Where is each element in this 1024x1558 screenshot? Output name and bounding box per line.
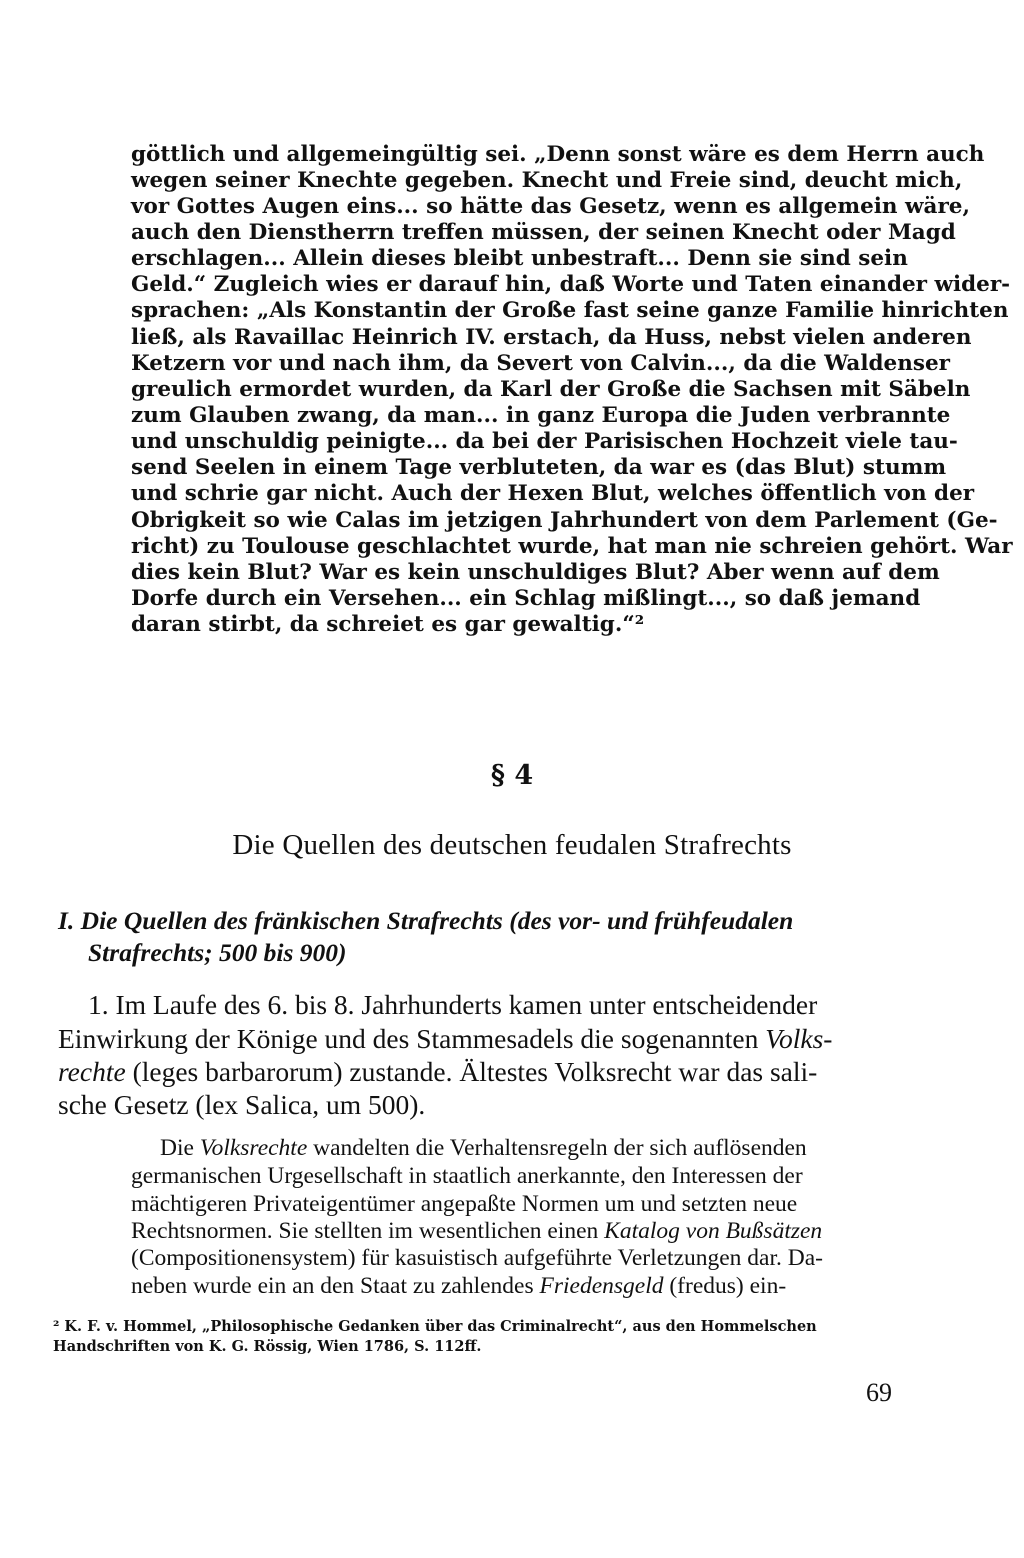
quote-line: dies kein Blut? War es kein unschuldiges Blut? Aber wenn auf dem	[131, 560, 940, 585]
footnote-line: ² K. F. v. Hommel, „Philosophische Gedanken über das Criminalrecht“, aus den Hommelschen	[53, 1318, 817, 1335]
quote-line: göttlich und allgemeingültig sei. „Denn sonst wäre es dem Herrn auch	[131, 142, 985, 167]
body-text: Einwirkung der Könige und des Stammesadels die sogenannten	[58, 1023, 759, 1054]
quote-line: wegen seiner Knechte gegeben. Knecht und Freie sind, deucht mich,	[131, 168, 963, 193]
body-line	[58, 1023, 832, 1055]
body-line: 1. Im Laufe des 6. bis 8. Jahrhunderts kamen unter entscheidender	[88, 989, 818, 1020]
quote-line: zum Glauben zwang, da man... in ganz Europa die Juden verbrannte	[131, 403, 951, 428]
quote-line: ließ, als Ravaillac Heinrich IV. erstach, da Huss, nebst vielen anderen	[131, 325, 972, 350]
footnote-line: Handschriften von K. G. Rössig, Wien 1786, S. 112ff.	[53, 1338, 482, 1355]
chapter-title: Die Quellen des deutschen feudalen Strafrechts	[232, 829, 792, 861]
quote-line: daran stirbt, da schreiet es gar gewaltig.“²	[131, 612, 645, 637]
detail-emphasis: Volksrechte	[199, 1135, 308, 1161]
subsection-heading-line: Strafrechts; 500 bis 900)	[88, 938, 347, 967]
page-number: 69	[866, 1378, 892, 1407]
detail-line: germanischen Urgesellschaft in staatlich anerkannte, den Interessen der	[131, 1163, 803, 1189]
quote-line: sprachen: „Als Konstantin der Große fast seine ganze Familie hinrichten	[131, 298, 1009, 323]
detail-text: neben wurde ein an den Staat zu zahlendes	[131, 1273, 540, 1299]
quote-line: und schrie gar nicht. Auch der Hexen Blut, welches öffentlich von der	[131, 481, 975, 506]
detail-emphasis: Friedensgeld	[539, 1273, 664, 1299]
quote-line: Ketzern vor und nach ihm, da Severt von Calvin..., da die Waldenser	[131, 351, 950, 376]
detail-line: mächtigeren Privateigentümer angepaßte Normen um und setzten neue	[131, 1191, 798, 1217]
quote-line: vor Gottes Augen eins... so hätte das Gesetz, wenn es allgemein wäre,	[131, 194, 970, 219]
quote-line: greulich ermordet wurden, da Karl der Große die Sachsen mit Säbeln	[131, 377, 971, 402]
quote-line: Obrigkeit so wie Calas im jetzigen Jahrhundert von dem Parlement (Ge-	[131, 508, 998, 533]
body-line: sche Gesetz (lex Salica, um 500).	[58, 1089, 426, 1120]
body-line	[58, 1056, 817, 1088]
body-emphasis: Volks-	[765, 1023, 833, 1054]
detail-text: Die	[160, 1135, 200, 1161]
body-text: (leges barbarorum) zustande. Ältestes Volksrecht war das sali-	[125, 1056, 818, 1087]
quote-line: Geld.“ Zugleich wies er darauf hin, daß Worte und Taten einander wider-	[131, 272, 1011, 297]
detail-line	[160, 1135, 807, 1162]
detail-text: Rechtsnormen. Sie stellten im wesentlichen einen	[131, 1218, 605, 1244]
detail-text: (fredus) ein-	[663, 1273, 787, 1299]
detail-line	[131, 1218, 822, 1245]
quote-line: send Seelen in einem Tage verbluteten, da war es (das Blut) stumm	[131, 455, 947, 480]
subsection-heading-line: I. Die Quellen des fränkischen Strafrechts (des vor- und frühfeudalen	[58, 906, 794, 935]
detail-text: wandelten die Verhaltensregeln der sich auflösenden	[307, 1135, 807, 1161]
quote-line: Dorfe durch ein Versehen... ein Schlag mißlingt..., so daß jemand	[131, 586, 921, 611]
detail-emphasis: Katalog von Bußsätzen	[604, 1218, 823, 1244]
quote-line: und unschuldig peinigte... da bei der Parisischen Hochzeit viele tau-	[131, 429, 958, 454]
body-emphasis: rechte	[58, 1056, 126, 1087]
section-number: § 4	[490, 760, 534, 791]
quote-line: richt) zu Toulouse geschlachtet wurde, hat man nie schreien gehört. War	[131, 534, 1013, 559]
detail-line	[131, 1273, 786, 1300]
quote-line: erschlagen... Allein dieses bleibt unbestraft... Denn sie sind sein	[131, 246, 908, 271]
quote-line: auch den Dienstherrn treffen müssen, der seinen Knecht oder Magd	[131, 220, 956, 245]
detail-line: (Compositionensystem) für kasuistisch aufgeführte Verletzungen dar. Da-	[131, 1245, 823, 1271]
